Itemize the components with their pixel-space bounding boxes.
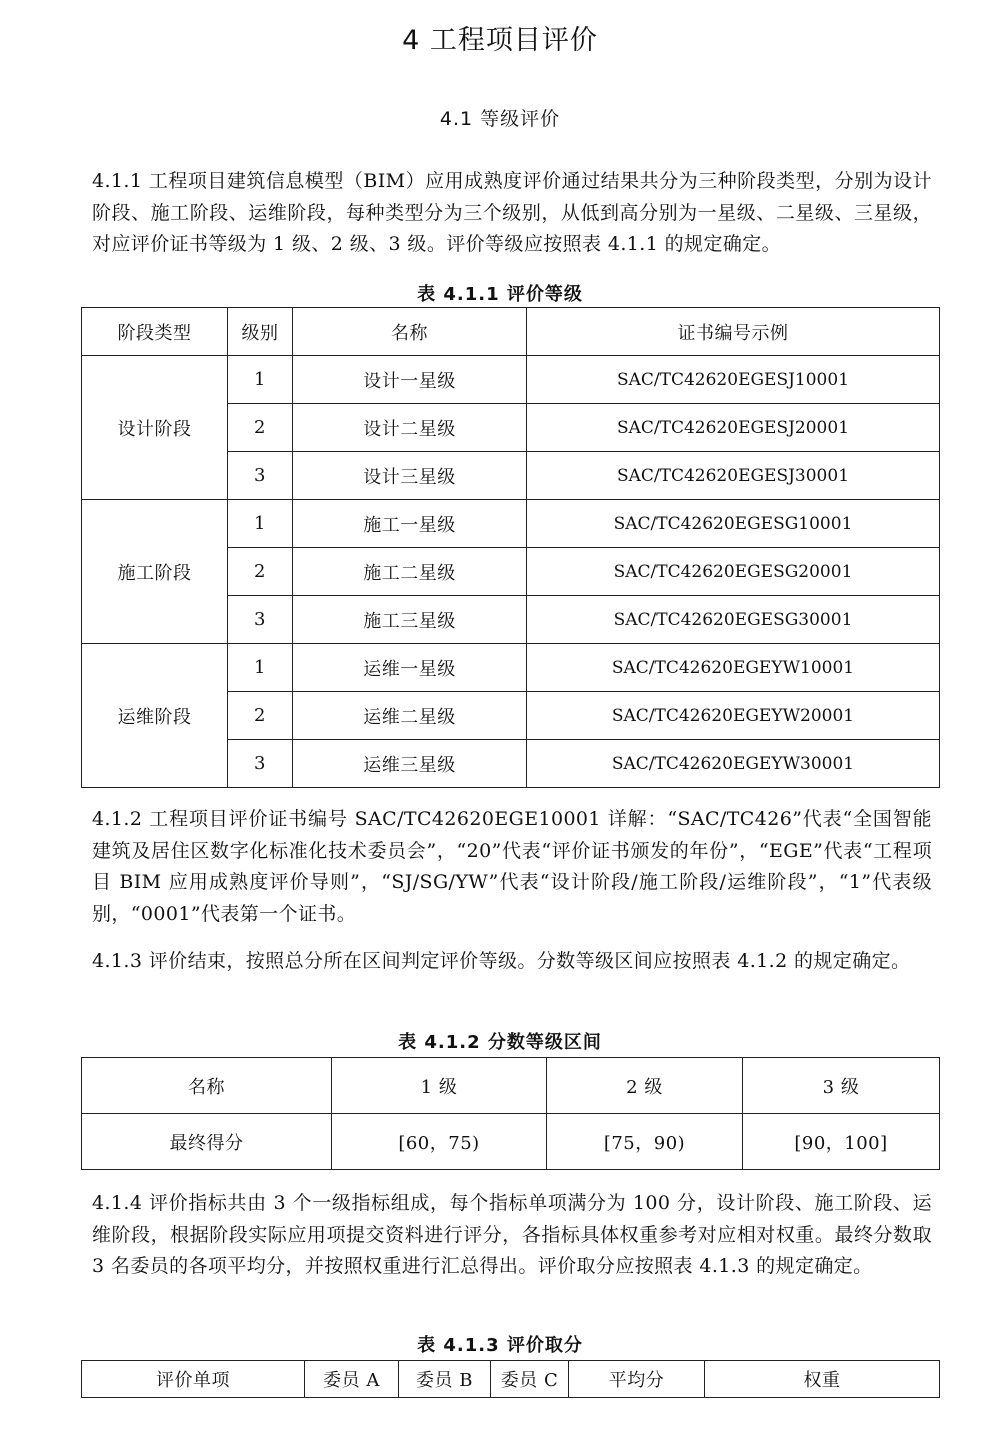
header-level-1: 1 级 <box>332 1058 547 1114</box>
cert-code-cell: SAC/TC42620EGESG10001 <box>527 500 940 548</box>
table-caption-4-1-2: 表 4.1.2 分数等级区间 <box>398 1032 602 1053</box>
cert-code-cell: SAC/TC42620EGESG30001 <box>527 596 940 644</box>
name-cell: 施工三星级 <box>293 596 527 644</box>
range-level-2: [75，90) <box>547 1114 743 1170</box>
level-cell: 2 <box>228 692 293 740</box>
level-cell: 3 <box>228 596 293 644</box>
cert-code-cell: SAC/TC42620EGEYW30001 <box>527 740 940 788</box>
cert-code-cell: SAC/TC42620EGESJ30001 <box>527 452 940 500</box>
chapter-title: 4 工程项目评价 <box>402 25 598 56</box>
stage-cell: 运维阶段 <box>82 644 228 788</box>
name-cell: 设计二星级 <box>293 404 527 452</box>
name-cell: 施工二星级 <box>293 548 527 596</box>
paragraph-4-1-1: 4.1.1 工程项目建筑信息模型（BIM）应用成熟度评价通过结果共分为三种阶段类型，分别为设计阶段、施工阶段、运维阶段，每种类型分为三个级别，从低到高分别为一星级、二星级、三星级，对应评价证书等级为 1 级、2 级、3 级。评价等级应按照表 4.1.1 的规定确定。 <box>92 170 932 255</box>
cert-code-cell: SAC/TC42620EGEYW20001 <box>527 692 940 740</box>
table-caption-4-1-1: 表 4.1.1 评价等级 <box>417 284 583 305</box>
table-row <box>82 356 940 404</box>
score-range-header <box>82 1058 940 1114</box>
name-cell: 设计一星级 <box>293 356 527 404</box>
section-title: 4.1 等级评价 <box>439 108 561 130</box>
header-member-c: 委员 C <box>491 1361 569 1398</box>
range-level-3: [90，100] <box>743 1114 940 1170</box>
level-cell: 2 <box>228 404 293 452</box>
level-cell: 1 <box>228 644 293 692</box>
paragraph-4-1-4: 4.1.4 评价指标共由 3 个一级指标组成，每个指标单项满分为 100 分，设计阶段、施工阶段、运维阶段，根据阶段实际应用项提交资料进行评分，各指标具体权重参考对应相对权重。最终分数取 3 名委员的各项平均分，并按照权重进行汇总得出。评价取分应按照表 4.1.3 的规定确定。 <box>92 1192 932 1277</box>
scoring-table <box>81 1360 940 1398</box>
header-average: 平均分 <box>569 1361 705 1398</box>
table-row <box>82 644 940 692</box>
range-level-1: [60，75) <box>332 1114 547 1170</box>
stage-cell: 施工阶段 <box>82 500 228 644</box>
header-cert-example: 证书编号示例 <box>527 308 940 356</box>
table-row <box>82 1114 940 1170</box>
name-cell: 施工一星级 <box>293 500 527 548</box>
name-cell: 运维一星级 <box>293 644 527 692</box>
header-member-a: 委员 A <box>305 1361 399 1398</box>
header-level-2: 2 级 <box>547 1058 743 1114</box>
level-cell: 3 <box>228 452 293 500</box>
level-cell: 2 <box>228 548 293 596</box>
level-cell: 3 <box>228 740 293 788</box>
grade-table <box>81 307 940 788</box>
header-level: 级别 <box>228 308 293 356</box>
header-name: 名称 <box>293 308 527 356</box>
score-range-table <box>81 1057 940 1170</box>
table-row <box>82 500 940 548</box>
header-item: 评价单项 <box>82 1361 305 1398</box>
table-caption-4-1-3: 表 4.1.3 评价取分 <box>417 1335 583 1356</box>
stage-cell: 设计阶段 <box>82 356 228 500</box>
paragraph-4-1-2: 4.1.2 工程项目评价证书编号 SAC/TC42620EGE10001 详解：“SAC/TC426”代表“全国智能建筑及居住区数字化标准化技术委员会”，“20”代表“评价证书颁发的年份”，“EGE”代表“工程项目 BIM 应用成熟度评价导则”，“SJ/SG/YW”代表“设计阶段/施工阶段/运维阶段”，“1”代表级别，“0001”代表第一个证书。 <box>92 808 932 925</box>
header-stage-type: 阶段类型 <box>82 308 228 356</box>
header-name: 名称 <box>82 1058 332 1114</box>
header-member-b: 委员 B <box>399 1361 491 1398</box>
grade-table-header <box>82 308 940 356</box>
header-level-3: 3 级 <box>743 1058 940 1114</box>
level-cell: 1 <box>228 500 293 548</box>
cert-code-cell: SAC/TC42620EGESJ10001 <box>527 356 940 404</box>
cert-code-cell: SAC/TC42620EGESJ20001 <box>527 404 940 452</box>
level-cell: 1 <box>228 356 293 404</box>
scoring-table-header <box>82 1361 940 1398</box>
cert-code-cell: SAC/TC42620EGEYW10001 <box>527 644 940 692</box>
name-cell: 运维三星级 <box>293 740 527 788</box>
header-weight: 权重 <box>705 1361 940 1398</box>
cert-code-cell: SAC/TC42620EGESG20001 <box>527 548 940 596</box>
final-score-label: 最终得分 <box>82 1114 332 1170</box>
paragraph-4-1-3: 4.1.3 评价结束，按照总分所在区间判定评价等级。分数等级区间应按照表 4.1.2 的规定确定。 <box>92 950 911 972</box>
name-cell: 运维二星级 <box>293 692 527 740</box>
name-cell: 设计三星级 <box>293 452 527 500</box>
